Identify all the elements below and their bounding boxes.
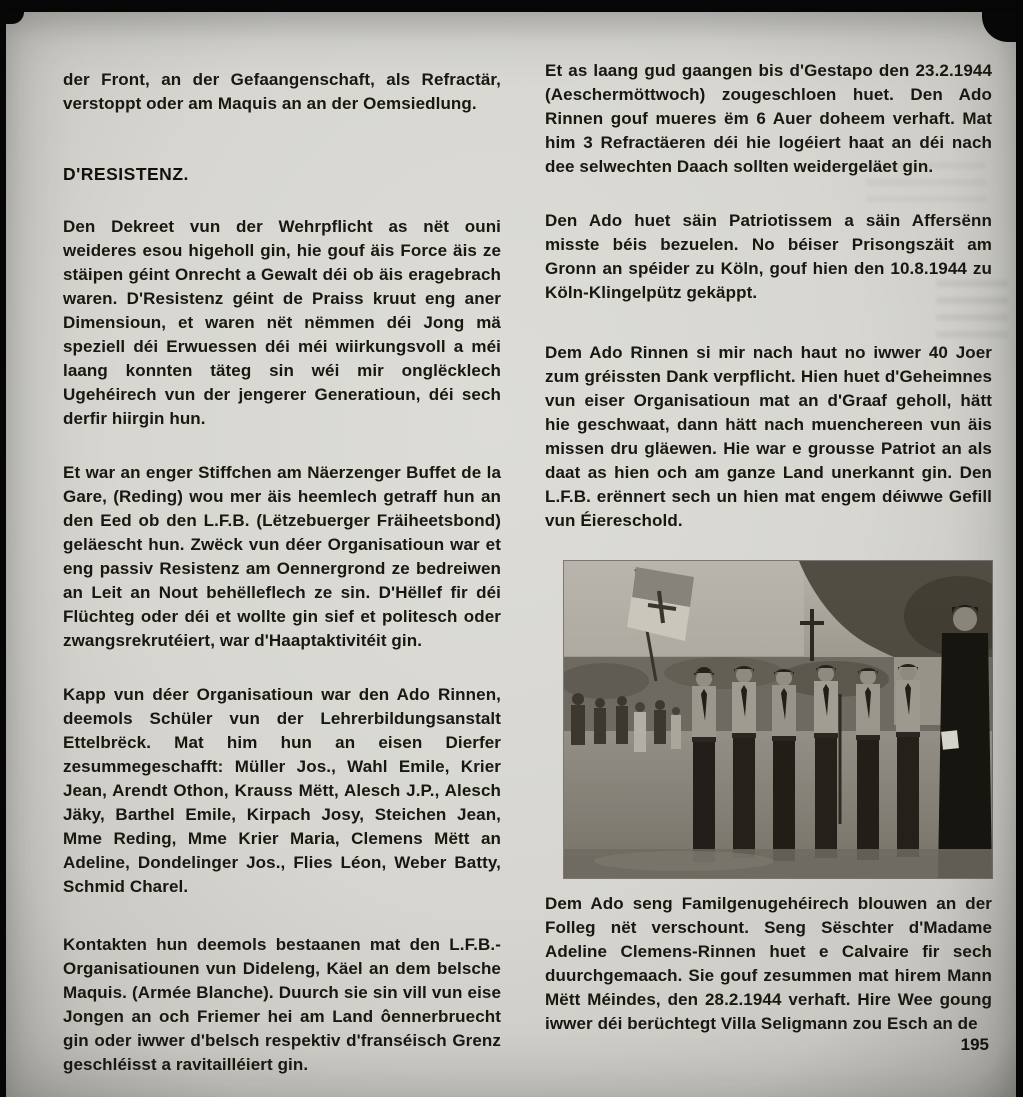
right-column bbox=[545, 59, 992, 1036]
scan-corner-shadow bbox=[982, 12, 1016, 42]
photo-caption-paragraph: Dem Ado seng Familgenugehéirech blouwen an der Folleg nët verschount. Seng Sëschter d'Madame Adeline Clemens-Rinnen huet e Calvaire fir sech duurchgemaach. Sie gouf zesummen mat hirem Mann Mëtt Méindes, den 28.2.1944 verhaft. Hire Wee goung iwwer déi berüchtegt Villa Seligmann zou Esch an de bbox=[545, 894, 992, 1033]
man-with-armband bbox=[938, 605, 992, 878]
page-number: 195 bbox=[960, 1035, 989, 1054]
paragraph: Den Ado huet säin Patriotissem a säin Affersënn misste béis bezuelen. No béiser Prisongszäit am Gronn an spéider zu Köln, gouf hien den 10.8.1944 zu Köln-Klingelpütz gekäppt. bbox=[545, 211, 992, 302]
ceremony-photo-illustration bbox=[564, 561, 992, 878]
section-heading: D'RESISTENZ. bbox=[63, 164, 189, 184]
scan-corner-shadow bbox=[6, 12, 24, 24]
paragraph: Kapp vun déer Organisatioun war den Ado Rinnen, deemols Schüler vun der Lehrerbildungsanstalt Ettelbrëck. Mat him hun an eisen Dierfer zesummegeschafft: Müller Jos., Wahl Emile, Krier Jean, Arendt Othon, Krauss Mëtt, Alesch J.P., Alesch Jäky, Barthel Emile, Kirpach Josy, Steichen Jean, Mme Reding, Mme Krier Maria, Clemens Mëtt an Adeline, Dondelinger Jos., Flies Léon, Weber Batty, Schmid Charel. bbox=[63, 685, 501, 896]
paragraph: Kontakten hun deemols bestaanen mat den L.F.B.-Organisatiounen vun Dideleng, Käel an dem belsche Maquis. (Armée Blanche). Duurch sie sin vill vun eise Jongen an och Friemer hei am Land ôennerbruecht gin oder iwwer d'belsch respektiv d'franséisch Grenz geschléisst a ravitailléiert gin. bbox=[63, 935, 501, 1074]
paragraph: Et as laang gud gaangen bis d'Gestapo den 23.2.1944 (Aeschermöttwoch) zougeschloen huet. Den Ado Rinnen gouf mueres ëm 6 Auer doheem verhaft. Mat him 3 Refractäeren déi hie logéiert haat an déi nach dee selwechten Daach sollten weidergeläet gin. bbox=[545, 61, 992, 176]
intro-paragraph: der Front, an der Gefaangenschaft, als Refractär, verstoppt oder am Maquis an an der Oemsiedlung. bbox=[63, 70, 501, 113]
paragraph: Dem Ado Rinnen si mir nach haut no iwwer 40 Joer zum gréissten Dank verpflicht. Hien huet d'Geheimnes vun eiser Organisatioun mat an d'Graaf geholl, hätt hie geschwaat, dann hätt nach muenchereen vun äis missen dru gläewen. Hie war e grousse Patriot an als daat as hien och am ganze Land unerkannt gin. Den L.F.B. erënnert sech un hien mat engem déiwwe Gefill vun Éiereschold. bbox=[545, 343, 992, 530]
paragraph: Et war an enger Stiffchen am Näerzenger Buffet de la Gare, (Reding) wou mer äis heemlech getraff hun an den Eed ob den L.F.B. (Lëtzebuerger Fräiheetsbond) geläescht hun. Zwëck vun déer Organisatioun war et eng passiv Resistenz am Oennergrond ze bedreiwen an Leit an Nout behëlleflech ze sin. D'Hëllef fir déi Flüchteg oder déi et wollte gin sief et politesch oder zwangsrekrutéiert, war d'Haaptaktivitéit gin. bbox=[63, 463, 501, 650]
ceremony-photo bbox=[564, 561, 992, 878]
paragraph: Den Dekreet vun der Wehrpflicht as nët ouni weideres esou higeholl gin, hie gouf äis Force äis ze stäipen géint Onrecht a Gewalt déi ob äis eragebrach waren. D'Resistenz géint de Praiss kruut eng aner Dimensioun, et waren nët nëmmen déi Jong mä speziell déi Erwuessen déi méi wiirkungsvoll a méi laang konnten täteg sin wéi mir onglëcklech Ugehéirech vun der jengerer Generatioun, déi sech derfir hiirgin hun. bbox=[63, 217, 501, 428]
scanned-book-page bbox=[6, 12, 1016, 1097]
left-column bbox=[63, 68, 501, 1077]
